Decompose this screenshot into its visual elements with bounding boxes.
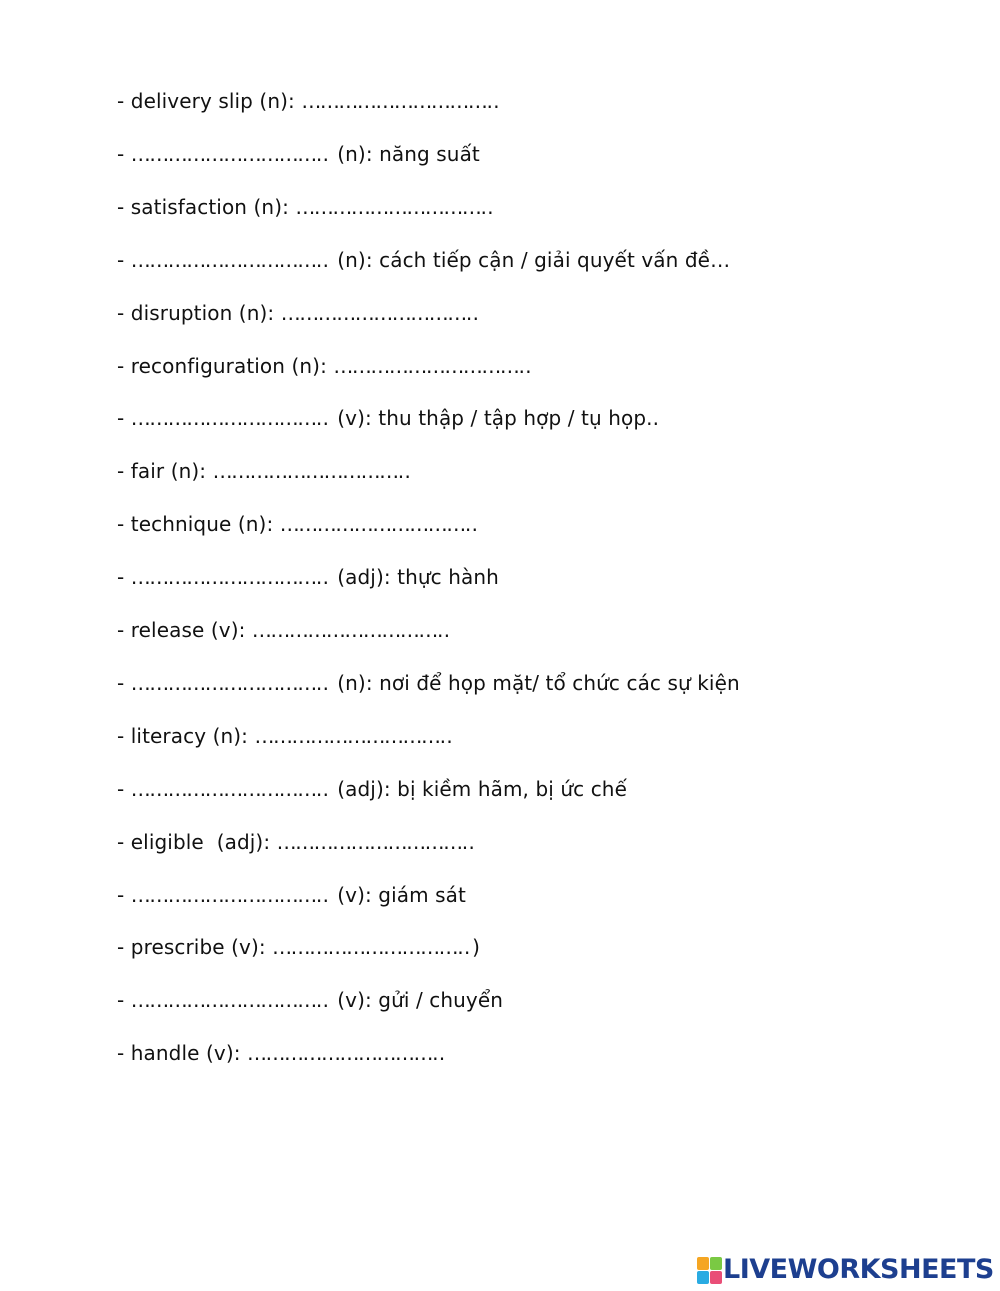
logo-text: LIVEWORKSHEETS — [723, 1254, 994, 1285]
logo-square-1 — [697, 1257, 709, 1270]
liveworksheets-logo — [697, 1253, 994, 1287]
vocab-dash: - — [117, 247, 131, 272]
answer-blank-input[interactable] — [281, 300, 481, 326]
vocab-dash: - — [117, 988, 131, 1013]
vocab-meaning: (n): cách tiếp cận / giải quyết vấn đề… — [330, 247, 731, 272]
vocab-line — [117, 882, 466, 908]
vocab-line — [117, 194, 495, 220]
vocab-dash: - — [117, 670, 131, 695]
vocab-meaning: (v): giám sát — [330, 882, 466, 907]
answer-blank-input[interactable] — [131, 987, 331, 1013]
vocab-dash: - — [117, 882, 131, 907]
vocab-line — [117, 141, 480, 167]
answer-blank-input[interactable] — [247, 1040, 447, 1066]
vocab-line — [117, 511, 480, 537]
vocab-line — [117, 458, 413, 484]
vocab-line — [117, 1040, 447, 1066]
answer-blank-input[interactable] — [131, 776, 331, 802]
vocab-line — [117, 353, 533, 379]
answer-blank-input[interactable] — [131, 247, 331, 273]
vocab-line — [117, 564, 499, 590]
vocab-term: - disruption (n): — [117, 300, 281, 325]
vocab-dash: - — [117, 406, 131, 431]
vocab-line — [117, 723, 454, 749]
vocab-suffix: ) — [472, 935, 481, 960]
answer-blank-input[interactable] — [295, 194, 495, 220]
vocab-line — [117, 934, 480, 960]
answer-blank-input[interactable] — [301, 88, 501, 114]
answer-blank-input[interactable] — [131, 564, 331, 590]
vocab-dash: - — [117, 141, 131, 166]
vocab-term: - release (v): — [117, 618, 252, 642]
vocab-line — [117, 617, 452, 643]
answer-blank-input[interactable] — [252, 617, 452, 643]
vocab-term: - reconfiguration (n): — [117, 353, 334, 378]
logo-square-4 — [710, 1271, 722, 1284]
vocab-line — [117, 776, 627, 802]
logo-square-2 — [710, 1257, 722, 1270]
vocab-term: - eligible (adj): — [117, 829, 277, 854]
vocab-term: - prescribe (v): — [117, 935, 273, 960]
vocab-meaning: (n): năng suất — [330, 141, 480, 166]
answer-blank-input[interactable] — [333, 353, 533, 379]
vocab-meaning: (v): thu thập / tập hợp / tụ họp.. — [330, 406, 660, 431]
vocab-meaning: (n): nơi để họp mặt/ tổ chức các sự kiện — [330, 670, 740, 695]
vocab-term: - handle (v): — [117, 1041, 248, 1066]
vocab-term: - satisfaction (n): — [117, 194, 296, 219]
answer-blank-input[interactable] — [280, 511, 480, 537]
vocab-term: - literacy (n): — [117, 723, 255, 748]
vocab-line — [117, 300, 481, 326]
vocab-line — [117, 247, 730, 273]
vocab-line — [117, 88, 501, 114]
answer-blank-input[interactable] — [131, 882, 331, 908]
logo-square-3 — [697, 1271, 709, 1284]
vocab-term: - fair (n): — [117, 459, 213, 484]
vocab-meaning: (v): gửi / chuyển — [330, 988, 504, 1013]
vocab-meaning: (adj): bị kiềm hãm, bị ức chế — [330, 776, 627, 801]
answer-blank-input[interactable] — [213, 458, 413, 484]
vocab-line — [117, 405, 659, 431]
answer-blank-input[interactable] — [131, 141, 331, 167]
answer-blank-input[interactable] — [272, 934, 472, 960]
vocab-term: - delivery slip (n): — [117, 89, 302, 113]
vocab-dash: - — [117, 776, 131, 801]
vocab-line — [117, 829, 477, 855]
vocab-line — [117, 670, 740, 696]
answer-blank-input[interactable] — [131, 405, 331, 431]
vocab-meaning: (adj): thực hành — [330, 565, 499, 590]
vocab-line — [117, 987, 503, 1013]
vocab-term: - technique (n): — [117, 512, 280, 537]
vocab-dash: - — [117, 565, 131, 590]
answer-blank-input[interactable] — [277, 829, 477, 855]
answer-blank-input[interactable] — [254, 723, 454, 749]
liveworksheets-logo-icon — [697, 1257, 721, 1283]
answer-blank-input[interactable] — [131, 670, 331, 696]
